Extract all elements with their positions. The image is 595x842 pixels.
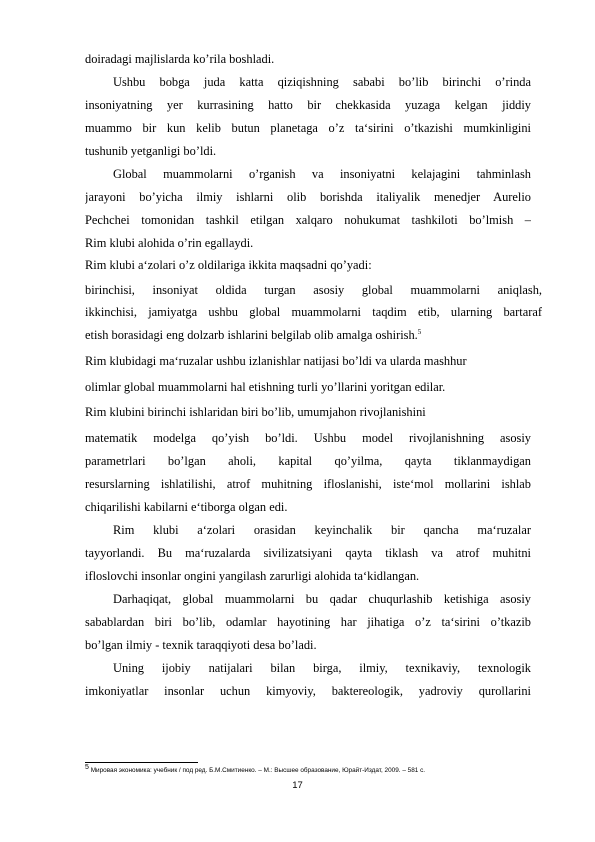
text-line-23: ifloslovchi insonlar ongini yangilash zarurligi alohida ta‘kidlangan. [85, 569, 420, 583]
text-line-12: ikkinchisi, jamiyatga ushbu global muammolarni taqdim etib, ularning bartaraf [85, 305, 542, 319]
text-line-7: jarayoni bo’yicha ilmiy ishlarni olib borishda italiyalik menedjer Aurelio [85, 190, 531, 204]
text-line-18: parametrlari bo’lgan aholi, kapital qo’yilma, qayta tiklanmaydigan [85, 454, 531, 468]
text-line-14: Rim klubidagi ma‘ruzalar ushbu izlanishlar natijasi bo’ldi va ularda mashhur [85, 354, 467, 368]
text-line-1: doiradagi majlislarda ko’rila boshladi. [85, 52, 275, 66]
text-line-28: imkoniyatlar insonlar uchun kimyoviy, baktereologik, yadroviy qurollarini [85, 684, 531, 698]
text-line-4: muammo bir kun kelib butun planetaga o’z ta‘sirini o’tkazishi mumkinligini [85, 121, 531, 135]
text-line-27: Uning ijobiy natijalari bilan birga, ilmiy, texnikaviy, texnologik [113, 661, 531, 675]
text-line-16: Rim klubini birinchi ishlaridan biri bo’lib, umumjahon rivojlanishini [85, 405, 426, 419]
text-line-10: Rim klubi a‘zolari o’z oldilariga ikkita maqsadni qo’yadi: [85, 258, 372, 272]
text-line-20: chiqarilishi kabilarni e‘tiborga olgan edi. [85, 500, 288, 514]
text-line-9: Rim klubi alohida o’rin egallaydi. [85, 236, 254, 250]
text-line-5: tushunib yetganligi bo’ldi. [85, 144, 217, 158]
footnote-number: 5 [85, 763, 89, 771]
page-number: 17 [292, 780, 303, 791]
text-line-2: Ushbu bobga juda katta qiziqishning sababi bo’lib birinchi o’rinda [113, 75, 531, 89]
text-line-8: Pechchei tomonidan tashkil etilgan xalqaro nohukumat tashkiloti bo’lmish – [85, 213, 531, 227]
text-line-13-text: etish borasidagi eng dolzarb ishlarini belgilab olib amalga oshirish. [85, 328, 418, 342]
text-line-3: insoniyatning yer kurrasining hatto bir chekkasida yuzaga kelgan jiddiy [85, 98, 531, 112]
text-line-6: Global muammolarni o’rganish va insoniyatni kelajagini tahminlash [113, 167, 531, 181]
text-line-25: sabablardan biri bo’lib, odamlar hayotining har jihatiga o’z ta‘sirini o’tkazib [85, 615, 531, 629]
footnote [85, 763, 426, 775]
text-line-21: Rim klubi a‘zolari orasidan keyinchalik bir qancha ma‘ruzalar [113, 523, 531, 537]
text-line-19: resurslarning ishlatilishi, atrof muhitning ifloslanishi, iste‘mol mollarini ishlab [85, 477, 531, 491]
text-line-26: bo’lgan ilmiy - texnik taraqqiyoti desa bo’ladi. [85, 638, 317, 652]
footnote-text: Мировая экономика: учебник / под ред. Б.М.Смитиенко. – М.: Высшее образование, Юрайт-Издат, 2009. – 581 с. [90, 767, 426, 774]
text-line-24: Darhaqiqat, global muammolarni bu qadar chuqurlashib ketishiga asosiy [113, 592, 531, 606]
text-line-11: birinchisi, insoniyat oldida turgan asosiy global muammolarni aniqlash, [85, 283, 542, 297]
text-line-15: olimlar global muammolarni hal etishning turli yo’llarini yoritgan edilar. [85, 380, 446, 394]
footnote-marker: 5 [417, 327, 422, 336]
footnote-separator [85, 762, 198, 763]
text-line-22: tayyorlandi. Bu ma‘ruzalarda sivilizatsiyani qayta tiklash va atrof muhitni [85, 546, 531, 560]
text-line-13 [85, 328, 421, 343]
text-line-17: matematik modelga qo’yish bo’ldi. Ushbu model rivojlanishning asosiy [85, 431, 531, 445]
